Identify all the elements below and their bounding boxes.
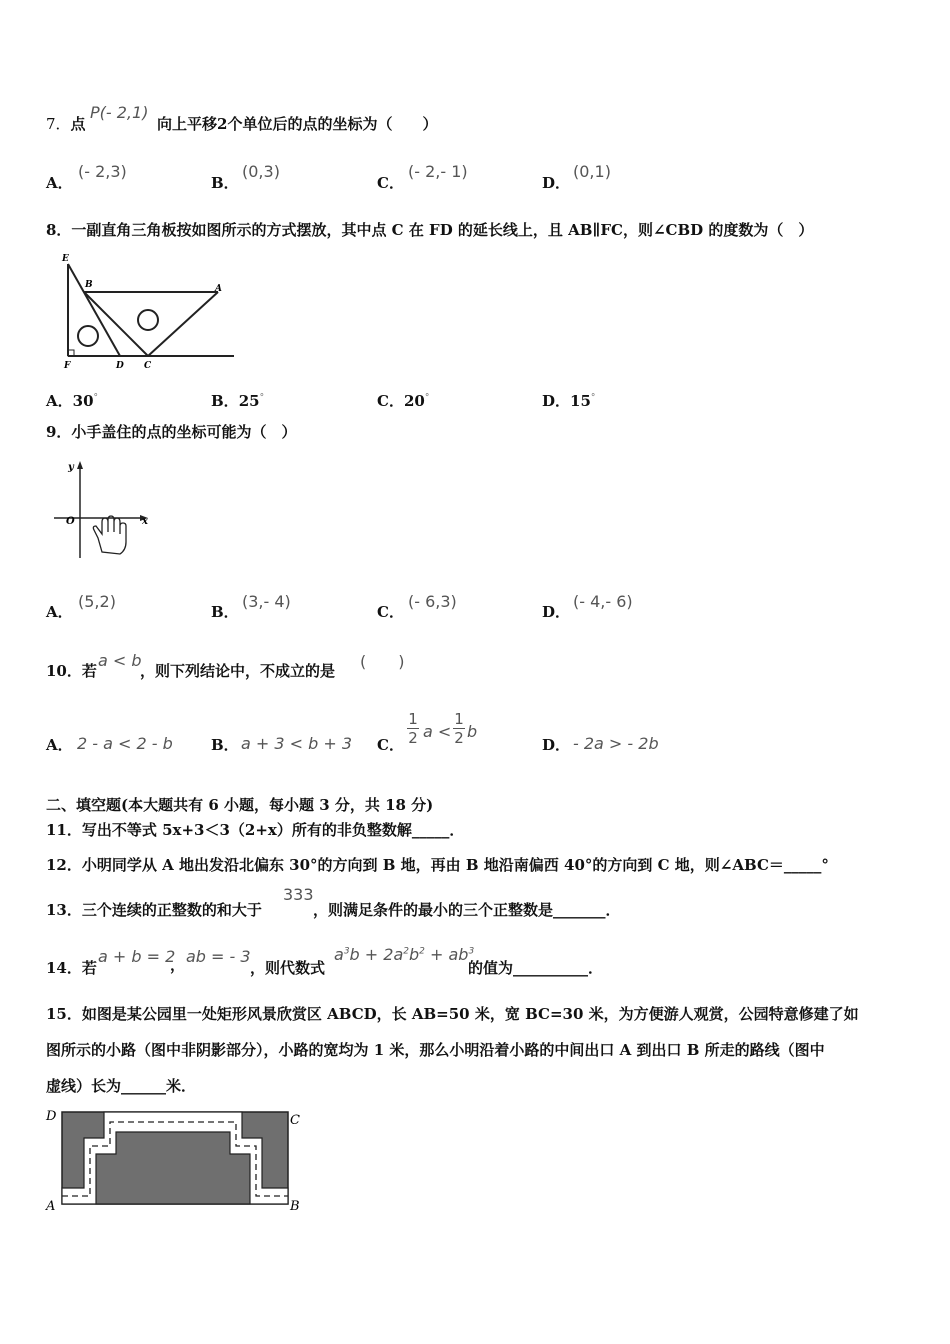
q7-option-d-value: (0,1) (573, 162, 611, 181)
q14-expr2: ab = - 3 (186, 947, 251, 966)
q10-option-b: B． (211, 736, 239, 754)
q9-option-b: B． (211, 603, 239, 621)
hand-icon (93, 516, 126, 554)
q10-option-c: C． (377, 736, 404, 754)
q10-option-c-end: b (467, 722, 478, 741)
q9-y-label: y (68, 462, 74, 473)
q9-option-c: C． (377, 603, 404, 621)
q15-figure (44, 1104, 306, 1214)
q15-stem: 15．如图是某公园里一处矩形风景欣赏区 ABCD，长 AB=50 米，宽 BC=30 米，为方便游人观赏，公园特意修建了如 图所示的小路（图中非阴影部分），小路的宽均为 1 米，那么小明沿着小路的中间出口 A 到出口 B 所走的路线（图中 虚线）长为______米． (46, 1005, 859, 1095)
q7-option-c-value: (- 2,- 1) (408, 162, 468, 181)
q10-option-b-value: a + 3 < b + 3 (241, 734, 353, 753)
q10-option-c-frac2: $\frac{1}{2}$ (454, 710, 464, 747)
q9-origin-label: O (66, 516, 75, 527)
q8-label-e: E (62, 254, 69, 264)
q8-figure (58, 250, 238, 372)
q9-x-label: x (142, 516, 148, 527)
q14-stem: 14．若 (46, 959, 97, 977)
q14-stem-rest: 的值为__________． (468, 959, 604, 977)
q10-option-c-frac1: $\frac{1}{2}$ (408, 710, 418, 747)
q7-option-c: C． (377, 174, 404, 192)
q11-stem: 11．写出不等式 5x+3＜3（2+x）所有的非负整数解_____． (46, 821, 465, 839)
q8-option-b: B．25° (211, 392, 265, 410)
q12-stem: 12．小明同学从 A 地出发沿北偏东 30°的方向到 B 地，再由 B 地沿南偏西 40°的方向到 C 地，则∠ABC＝_____° (46, 856, 829, 874)
q13-stem-rest: ，则满足条件的最小的三个正整数是_______． (313, 901, 621, 919)
q8-option-d: D．15° (542, 392, 596, 410)
q13-stem: 13．三个连续的正整数的和大于 (46, 901, 262, 919)
q10-condition: a < b (98, 651, 142, 670)
q8-stem: 8．一副直角三角板按如图所示的方式摆放，其中点 C 在 FD 的延长线上，且 AB∥FC，则∠CBD 的度数为（ ） (46, 221, 814, 239)
q10-option-d: D． (542, 736, 571, 754)
q9-option-d-value: (- 4,- 6) (573, 592, 633, 611)
q8-label-f: F (64, 361, 71, 371)
q10-option-a-value: 2 - a < 2 - b (77, 734, 173, 753)
q9-option-d: D． (542, 603, 571, 621)
q13-number: 333 (283, 885, 314, 904)
q7-point: P(- 2,1) (90, 103, 149, 122)
q7-stem-rest: 向上平移2个单位后的点的坐标为（ ） (157, 115, 438, 133)
q10-stem-num: 10．若 (46, 662, 97, 680)
q9-option-c-value: (- 6,3) (408, 592, 457, 611)
q7-stem: 7．点 (46, 115, 86, 133)
q10-option-a: A． (46, 736, 73, 754)
q9-option-a-value: (5,2) (78, 592, 116, 611)
q15-label-a: A (46, 1199, 56, 1214)
q14-expression: $a^3b + 2a^2b^2 + ab^3$ (334, 945, 475, 964)
q7-option-a: A． (46, 174, 73, 192)
q7-option-d: D． (542, 174, 571, 192)
q8-label-a: A (215, 284, 222, 294)
q14-expr1: a + b = 2 (98, 947, 176, 966)
q7-option-b: B． (211, 174, 239, 192)
q9-figure (44, 458, 156, 568)
q9-option-b-value: (3,- 4) (242, 592, 291, 611)
q15-label-d: D (46, 1109, 57, 1124)
q8-label-d: D (116, 361, 124, 371)
q15-label-c: C (290, 1113, 300, 1128)
q14-sep: ， (170, 956, 186, 974)
q9-stem: 9．小手盖住的点的坐标可能为（ ） (46, 423, 297, 441)
q8-label-c: C (144, 361, 152, 371)
q14-stem-mid: ，则代数式 (250, 959, 326, 977)
q10-option-d-value: - 2a > - 2b (573, 734, 659, 753)
q9-option-a: A． (46, 603, 73, 621)
q7-option-b-value: (0,3) (242, 162, 280, 181)
q8-option-a: A．30° (46, 392, 99, 410)
q10-stem: ，则下列结论中，不成立的是 (140, 662, 336, 680)
q10-option-c-mid: a < (423, 722, 452, 741)
section-heading: 二、填空题(本大题共有 6 小题，每小题 3 分，共 18 分) (46, 796, 434, 814)
q7-option-a-value: (- 2,3) (78, 162, 127, 181)
q10-paren: ( ) (360, 652, 405, 671)
q8-option-c: C．20° (377, 392, 430, 410)
q15-label-b: B (290, 1199, 300, 1214)
q8-label-b: B (85, 280, 93, 290)
